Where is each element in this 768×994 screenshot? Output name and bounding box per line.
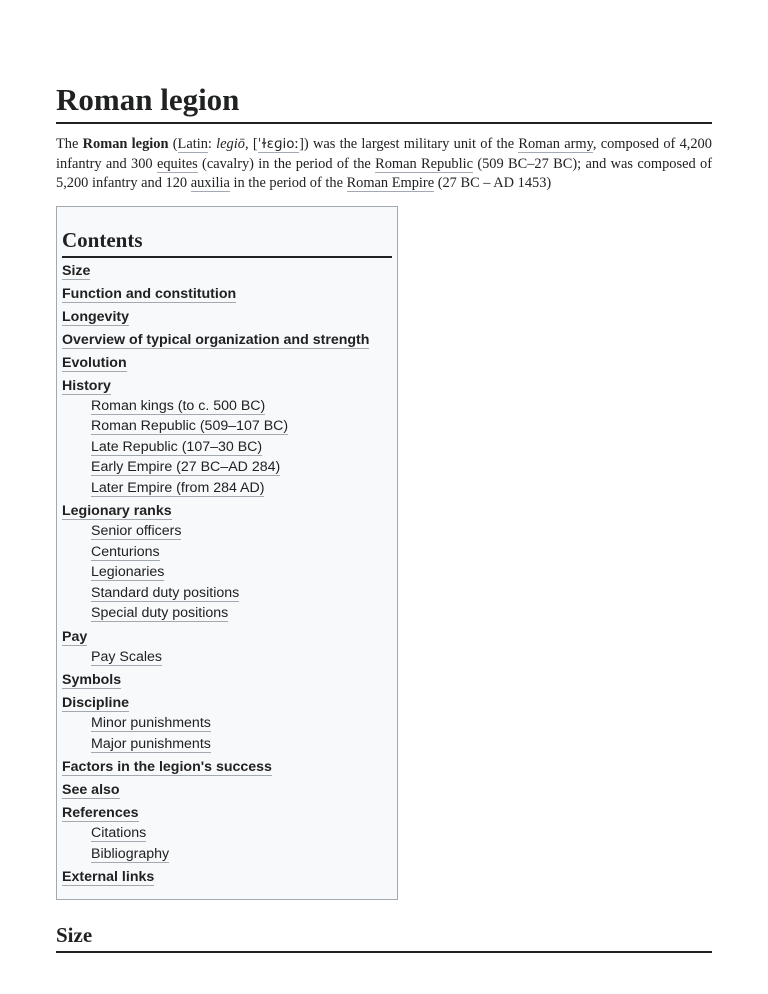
toc-list: [62, 262, 392, 888]
lead-paragraph: [56, 135, 712, 194]
toc-link-discipline[interactable]: Discipline: [62, 695, 130, 711]
toc-item: [62, 628, 392, 668]
link-roman-republic[interactable]: Roman Republic: [375, 155, 473, 172]
toc-subitem: [91, 457, 392, 478]
lead-text: (cavalry) in the period of the: [197, 155, 376, 172]
toc-subitem: [91, 844, 392, 865]
toc-sublink[interactable]: Senior officers: [91, 523, 182, 539]
section-heading-size: Size: [56, 922, 712, 953]
link-roman-empire[interactable]: Roman Empire: [346, 175, 435, 191]
toc-link-function-and-constitution[interactable]: Function and constitution: [62, 285, 237, 302]
lead-text: (: [168, 136, 178, 152]
toc-subitem: [91, 583, 392, 604]
latin-term: legiō: [216, 136, 245, 152]
toc-item: [62, 308, 392, 327]
toc-sublist: [62, 521, 392, 624]
toc-sublink[interactable]: Citations: [91, 825, 147, 841]
table-of-contents: [56, 206, 398, 901]
toc-link-size[interactable]: Size: [62, 262, 91, 279]
lead-text: The: [56, 136, 83, 152]
toc-sublink[interactable]: Pay Scales: [91, 648, 162, 665]
toc-subitem: [91, 478, 392, 499]
lead-text: , [: [244, 136, 258, 152]
toc-sublink[interactable]: Bibliography: [91, 845, 170, 862]
toc-link-overview-of-typical-organization-and-strength[interactable]: Overview of typical organization and strength: [62, 331, 370, 348]
toc-subitem: [91, 437, 392, 458]
toc-sublink[interactable]: Standard duty positions: [91, 584, 240, 601]
toc-sublink[interactable]: Late Republic (107–30 BC): [91, 438, 263, 455]
toc-subitem: [91, 521, 392, 542]
link-roman-army[interactable]: Roman army: [518, 136, 593, 152]
toc-link-pay[interactable]: Pay: [62, 628, 88, 645]
toc-item: [62, 781, 392, 800]
toc-link-longevity[interactable]: Longevity: [62, 308, 130, 325]
toc-sublink[interactable]: Later Empire (from 284 AD): [91, 479, 265, 496]
toc-item: [62, 285, 392, 304]
toc-sublink[interactable]: Centurions: [91, 543, 160, 560]
link-latin[interactable]: Latin: [177, 136, 208, 152]
toc-item: [62, 758, 392, 777]
toc-sublist: [62, 647, 392, 668]
lead-text: :: [207, 136, 217, 152]
toc-item: [62, 377, 392, 499]
toc-subitem: [91, 542, 392, 563]
toc-item: [62, 694, 392, 754]
lead-text: in the period of the: [229, 175, 347, 191]
toc-subitem: [91, 823, 392, 844]
toc-link-see-also[interactable]: See also: [62, 782, 120, 798]
page-title: Roman legion: [56, 0, 712, 124]
toc-sublink[interactable]: Roman Republic (509–107 BC): [91, 418, 289, 434]
toc-link-factors-in-the-legion-s-success[interactable]: Factors in the legion's success: [62, 759, 272, 775]
toc-subitem: [91, 734, 392, 755]
lead-text: ]) was the largest military unit of the: [299, 136, 519, 152]
toc-item: [62, 671, 392, 690]
toc-subitem: [91, 713, 392, 734]
toc-link-references[interactable]: References: [62, 805, 139, 821]
toc-item: [62, 354, 392, 373]
toc-link-symbols[interactable]: Symbols: [62, 672, 122, 688]
article-page: [56, 0, 712, 953]
toc-subitem: [91, 647, 392, 668]
toc-sublink[interactable]: Roman kings (to c. 500 BC): [91, 397, 266, 414]
toc-link-legionary-ranks[interactable]: Legionary ranks: [62, 503, 172, 519]
toc-title: Contents: [62, 227, 392, 258]
toc-sublist: [62, 713, 392, 754]
toc-sublink[interactable]: Legionaries: [91, 564, 165, 580]
toc-sublink[interactable]: Early Empire (27 BC–AD 284): [91, 459, 281, 475]
toc-item: [62, 331, 392, 350]
toc-sublink[interactable]: Minor punishments: [91, 715, 211, 731]
lead-text: (509 BC–27 BC); and was composed of 5,200 infantry and 120: [56, 155, 713, 191]
link-equites[interactable]: equites: [156, 155, 198, 172]
lead-text: (27 BC – AD 1453): [434, 175, 552, 191]
toc-subitem: [91, 562, 392, 583]
toc-sublink[interactable]: Special duty positions: [91, 605, 229, 621]
toc-link-external-links[interactable]: External links: [62, 869, 155, 885]
toc-item: [62, 804, 392, 864]
link-auxilia[interactable]: auxilia: [190, 175, 230, 191]
toc-subitem: [91, 603, 392, 624]
lead-text: , composed of 4,200 infantry and 300: [56, 136, 712, 172]
toc-item: [62, 262, 392, 281]
ipa-pronunciation-link[interactable]: ˈɫɛɡioː: [257, 136, 300, 152]
toc-subitem: [91, 396, 392, 417]
toc-link-evolution[interactable]: Evolution: [62, 354, 127, 371]
toc-sublink[interactable]: Major punishments: [91, 735, 211, 752]
toc-link-history[interactable]: History: [62, 377, 111, 394]
toc-sublist: [62, 823, 392, 864]
toc-sublist: [62, 396, 392, 499]
toc-item: [62, 868, 392, 887]
toc-item: [62, 502, 392, 624]
lead-bold-term: Roman legion: [82, 136, 169, 152]
toc-subitem: [91, 416, 392, 437]
